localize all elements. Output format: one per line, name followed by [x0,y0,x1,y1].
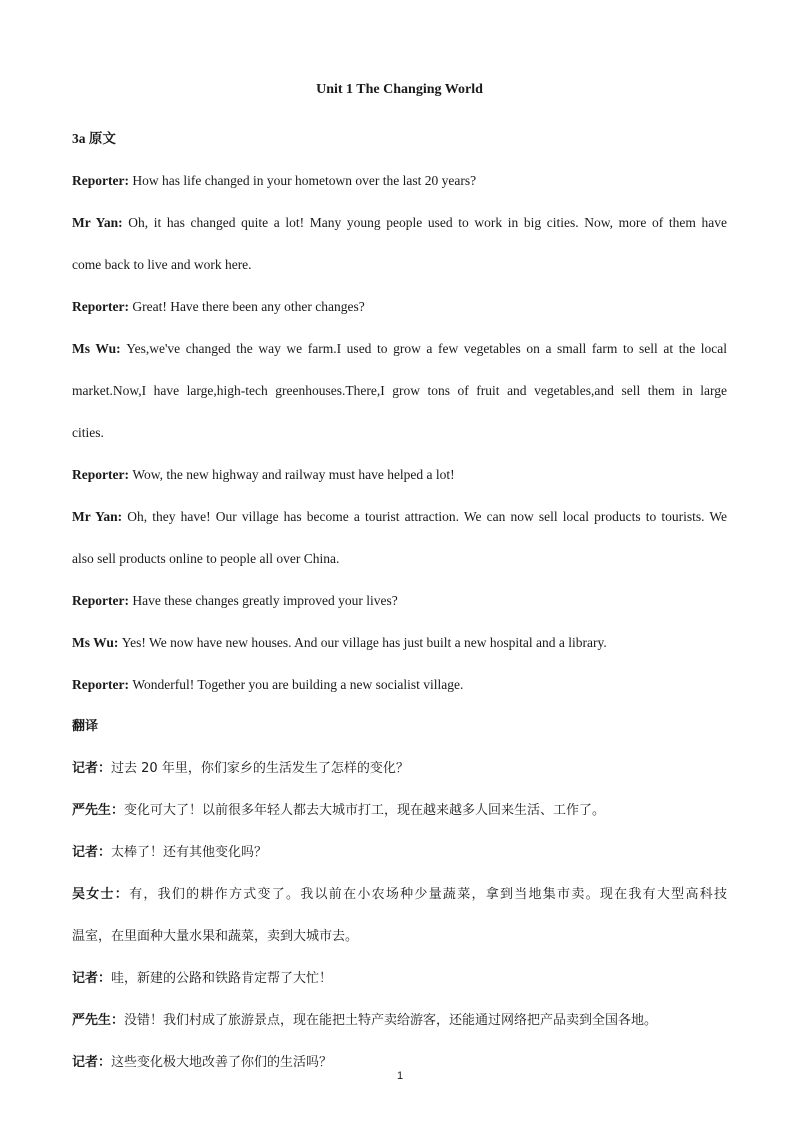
translation-line [72,874,727,916]
translation-text: 太棒了！还有其他变化吗？ [111,845,268,860]
translation-line [72,1000,727,1042]
dialogue-text: Have these changes greatly improved your lives? [132,593,398,608]
dialogue-text: Great! Have there been any other changes? [132,299,365,314]
section-heading-original: 3a 原文 [72,131,116,146]
translation-line [72,916,727,958]
dialogue-text: Yes! We now have new houses. And our village has just built a new hospital and a library. [121,635,607,650]
translation-text: 变化可大了！以前很多年轻人都去大城市打工，现在越来越多人回来生活、工作了。 [124,803,606,818]
dialogue-line [72,412,727,454]
dialogue-line [72,580,727,622]
dialogue-line [72,538,727,580]
speaker-label: 记者： [72,845,112,860]
dialogue-line [72,664,727,706]
translation-line [72,790,727,832]
translation-line [72,748,727,790]
dialogue-line [72,622,727,664]
translation-text: 没错！我们村成了旅游景点，现在能把土特产卖给游客，还能通过网络把产品卖到全国各地。 [124,1013,658,1028]
dialogue-text: Oh, it has changed quite a lot! Many young people used to work in big cities. Now, more of them have [128,215,727,230]
translation-line [72,832,727,874]
translation-line [72,958,727,1000]
speaker-label: Reporter: [72,299,133,314]
speaker-label: Reporter: [72,677,133,692]
dialogue-line [72,160,727,202]
speaker-label: Reporter: [72,593,133,608]
dialogue-text: cities. [72,425,104,440]
speaker-label: 严先生： [72,803,125,818]
document-title: Unit 1 The Changing World [316,82,483,97]
speaker-label: 严先生： [72,1013,125,1028]
speaker-label: Reporter: [72,173,133,188]
translation-text: 温室，在里面种大量水果和蔬菜，卖到大城市去。 [72,929,359,944]
speaker-label: Mr Yan: [72,215,129,230]
page-number: 1 [396,1070,404,1082]
document-page [72,76,727,1084]
translation-block [72,748,727,1084]
speaker-label: Mr Yan: [72,509,128,524]
translation-text: 哇，新建的公路和铁路肯定帮了大忙！ [111,971,333,986]
dialogue-text: Oh, they have! Our village has become a tourist attraction. We can now sell local products to tourists. We [127,509,727,524]
translation-text: 有，我们的耕作方式变了。我以前在小农场种少量蔬菜，拿到当地集市卖。现在我有大型高科技 [129,887,727,902]
dialogue-line [72,370,727,412]
dialogue-line [72,328,727,370]
dialogue-text: market.Now,I have large,high-tech greenhouses.There,I grow tons of fruit and vegetables,and sell them in large [72,383,727,398]
dialogue-line [72,454,727,496]
dialogue-text: also sell products online to people all over China. [72,551,340,566]
dialogue-text: Wonderful! Together you are building a new socialist village. [132,677,464,692]
speaker-label: Ms Wu: [72,341,127,356]
dialogue-text: Wow, the new highway and railway must have helped a lot! [132,467,455,482]
dialogue-text: How has life changed in your hometown over the last 20 years? [132,173,477,188]
dialogue-block [72,160,727,706]
speaker-label: 记者： [72,761,112,776]
dialogue-text: Yes,we've changed the way we farm.I used to grow a few vegetables on a small farm to sell at the local [126,341,728,356]
speaker-label: 吴女士： [72,887,130,902]
dialogue-line [72,286,727,328]
dialogue-line [72,202,727,244]
section-heading-translation: 翻译 [72,719,99,734]
speaker-label: Reporter: [72,467,133,482]
speaker-label: 记者： [72,1055,112,1070]
dialogue-line [72,244,727,286]
speaker-label: 记者： [72,971,112,986]
translation-text: 这些变化极大地改善了你们的生活吗？ [111,1055,333,1070]
speaker-label: Ms Wu: [72,635,122,650]
dialogue-line [72,496,727,538]
dialogue-text: come back to live and work here. [72,257,252,272]
translation-text: 过去 20 年里，你们家乡的生活发生了怎样的变化？ [111,761,409,776]
